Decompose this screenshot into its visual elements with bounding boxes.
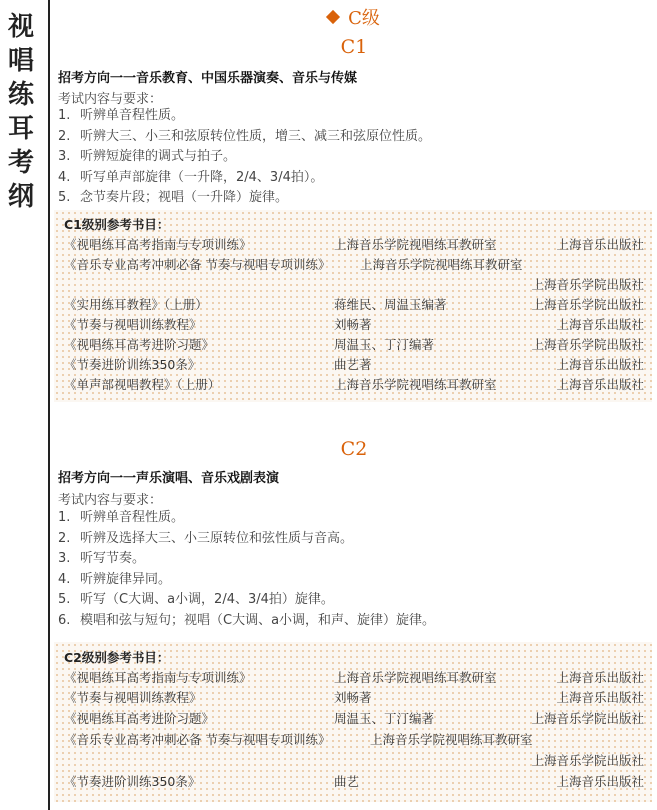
book-title: 《节奏与视唱训练教程》 (64, 317, 202, 332)
book-author: 周温玉、丁汀编著 (334, 337, 435, 352)
book-author: 上海音乐学院视唱练耳教研室 (370, 732, 533, 747)
vertical-title (4, 10, 38, 214)
c1-ref-head: C1级别参考书目： (64, 217, 170, 232)
c2-ref-head: C2级别参考书目： (64, 650, 170, 665)
list-item: 3. 听写节奏。 (58, 551, 146, 567)
book-title: 《节奏与视唱训练教程》 (64, 690, 202, 705)
book-publisher: 上海音乐出版社 (556, 670, 644, 685)
table-row (64, 295, 644, 315)
title-char: 纲 (7, 182, 34, 212)
book-title: 《音乐专业高考冲刺必备 节奏与视唱专项训练》 (64, 732, 331, 747)
c1-direction: 招考方向一一音乐教育、中国乐器演奏、音乐与传媒 (58, 71, 358, 86)
c1-reference-box (54, 210, 652, 402)
main-content (54, 0, 654, 810)
book-title: 《单声部视唱教程》（上册） (64, 377, 221, 392)
list-item: 3. 听辨短旋律的调式与拍子。 (58, 149, 237, 165)
sidebar (0, 0, 44, 810)
list-item: 5. 念节奏片段；视唱（一升降）旋律。 (58, 190, 289, 206)
book-publisher: 上海音乐学院出版社 (531, 753, 644, 768)
book-author: 刘畅著 (334, 317, 372, 332)
book-title: 《节奏进阶训练350条》 (64, 357, 201, 372)
book-publisher: 上海音乐出版社 (556, 690, 644, 705)
title-char: 唱 (7, 46, 34, 76)
book-publisher: 上海音乐学院出版社 (531, 277, 644, 292)
c2-reference-box (54, 642, 652, 802)
book-author: 上海音乐学院视唱练耳教研室 (334, 670, 497, 685)
book-publisher: 上海音乐出版社 (556, 237, 644, 252)
list-item: 4. 听写单声部旋律（一升降，2/4、3/4拍）。 (58, 169, 324, 185)
book-author: 曲艺 (334, 774, 360, 789)
c1-req-head: 考试内容与要求： (58, 92, 163, 107)
book-title: 《视唱练耳高考指南与专项训练》 (64, 670, 252, 685)
book-title: 《视唱练耳高考进阶习题》 (64, 711, 215, 726)
book-title: 《音乐专业高考冲刺必备 节奏与视唱专项训练》 (64, 257, 331, 272)
book-title: 《视唱练耳高考进阶习题》 (64, 337, 215, 352)
list-item: 2. 听辨大三、小三和弦原转位性质，增三、减三和弦原位性质。 (58, 128, 432, 144)
c2-req-head: 考试内容与要求： (58, 493, 163, 508)
c2-req-list (58, 508, 435, 632)
title-char: 考 (7, 148, 34, 178)
book-publisher: 上海音乐学院出版社 (531, 297, 644, 312)
table-row (64, 275, 644, 295)
book-author: 上海音乐学院视唱练耳教研室 (334, 237, 497, 252)
table-row (64, 668, 644, 688)
table-row (64, 709, 644, 729)
c2-direction: 招考方向一一声乐演唱、音乐戏剧表演 (58, 471, 280, 486)
table-row (64, 688, 644, 708)
table-row (64, 335, 644, 355)
title-char: 练 (7, 80, 34, 110)
book-author: 刘畅著 (334, 690, 372, 705)
table-row (64, 730, 644, 750)
title-char: 耳 (7, 114, 34, 144)
book-author: 上海音乐学院视唱练耳教研室 (360, 257, 523, 272)
list-item: 5. 听写（C大调、a小调，2/4、3/4拍）旋律。 (58, 592, 334, 608)
list-item: 1. 听辨单音程性质。 (58, 510, 185, 525)
table-row (64, 751, 644, 771)
c1-req-list (58, 106, 431, 209)
list-item: 2. 听辨及选择大三、小三原转位和弦性质与音高。 (58, 530, 354, 546)
list-item: 4. 听辨旋律异同。 (58, 571, 172, 587)
book-publisher: 上海音乐学院出版社 (531, 337, 644, 352)
c2-title: C2 (340, 438, 368, 460)
c1-title: C1 (340, 36, 368, 58)
book-publisher: 上海音乐出版社 (556, 377, 644, 392)
book-author: 上海音乐学院视唱练耳教研室 (334, 377, 497, 392)
table-row (64, 772, 644, 792)
table-row (64, 255, 644, 275)
table-row (64, 375, 644, 395)
divider-line (48, 0, 50, 810)
book-title: 《节奏进阶训练350条》 (64, 774, 201, 789)
book-author: 周温玉、丁汀编著 (334, 711, 435, 726)
table-row (64, 315, 644, 335)
book-title: 《视唱练耳高考指南与专项训练》 (64, 237, 252, 252)
book-publisher: 上海音乐学院出版社 (531, 711, 644, 726)
level-title (54, 4, 654, 30)
list-item: 6. 模唱和弦与短句；视唱（C大调、a小调，和声、旋律）旋律。 (58, 612, 436, 628)
book-author: 曲艺著 (334, 357, 372, 372)
list-item: 1. 听辨单音程性质。 (58, 108, 185, 123)
book-publisher: 上海音乐出版社 (556, 357, 644, 372)
book-author: 蒋维民、周温玉编著 (334, 297, 447, 312)
book-publisher: 上海音乐出版社 (556, 317, 644, 332)
table-row (64, 235, 644, 255)
table-row (64, 355, 644, 375)
diamond-icon (326, 10, 340, 24)
book-title: 《实用练耳教程》（上册） (64, 297, 208, 312)
book-publisher: 上海音乐出版社 (556, 774, 644, 789)
title-char: 视 (7, 12, 34, 42)
level-title-text: C级 (348, 8, 380, 29)
